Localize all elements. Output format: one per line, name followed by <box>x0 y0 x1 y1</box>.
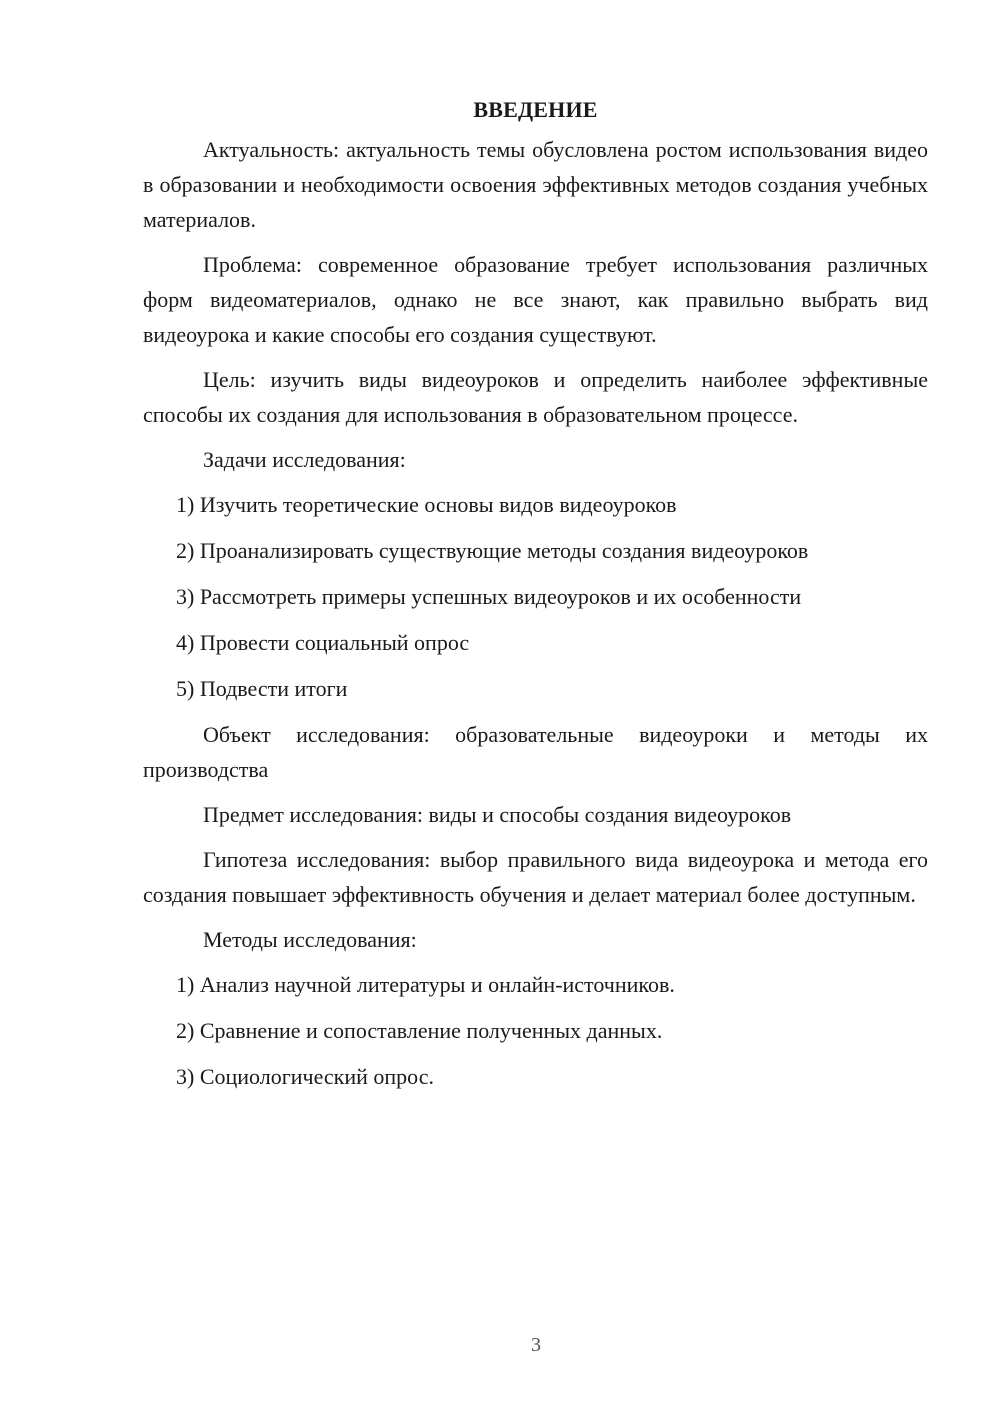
methods-heading: Методы исследования: <box>203 927 417 952</box>
object-paragraph: Объект исследования: образовательные видеоуроки и методы их производства <box>143 722 928 782</box>
list-item: 2) Проанализировать существующие методы создания видеоуроков <box>176 538 809 563</box>
page-number: 3 <box>531 1334 541 1356</box>
list-item: 5) Подвести итоги <box>176 676 348 701</box>
tasks-heading: Задачи исследования: <box>203 447 406 472</box>
relevance-paragraph: Актуальность: актуальность темы обусловлена ростом использования видео в образовании и необходимости освоения эффективных методов создания учебных материалов. <box>143 137 928 232</box>
methods-list <box>143 967 928 1094</box>
hypothesis-paragraph: Гипотеза исследования: выбор правильного вида видеоурока и метода его создания повышает эффективность обучения и делает материал более доступным. <box>143 847 928 907</box>
list-item: 3) Рассмотреть примеры успешных видеоуроков и их особенности <box>176 584 802 609</box>
list-item: 3) Социологический опрос. <box>176 1064 434 1089</box>
subject-paragraph: Предмет исследования: виды и способы создания видеоуроков <box>203 802 792 827</box>
goal-paragraph: Цель: изучить виды видеоуроков и определить наиболее эффективные способы их создания для использования в образовательном процессе. <box>143 367 928 427</box>
list-item: 1) Изучить теоретические основы видов видеоуроков <box>176 492 677 517</box>
tasks-list <box>143 487 928 706</box>
section-title: ВВЕДЕНИЕ <box>473 97 598 122</box>
list-item: 4) Провести социальный опрос <box>176 630 470 655</box>
list-item: 1) Анализ научной литературы и онлайн-источников. <box>176 972 675 997</box>
document-body <box>143 92 928 1105</box>
list-item: 2) Сравнение и сопоставление полученных данных. <box>176 1018 663 1043</box>
problem-paragraph: Проблема: современное образование требует использования различных форм видеоматериалов, однако не все знают, как правильно выбрать вид видеоурока и какие способы его создания существуют. <box>143 252 928 347</box>
